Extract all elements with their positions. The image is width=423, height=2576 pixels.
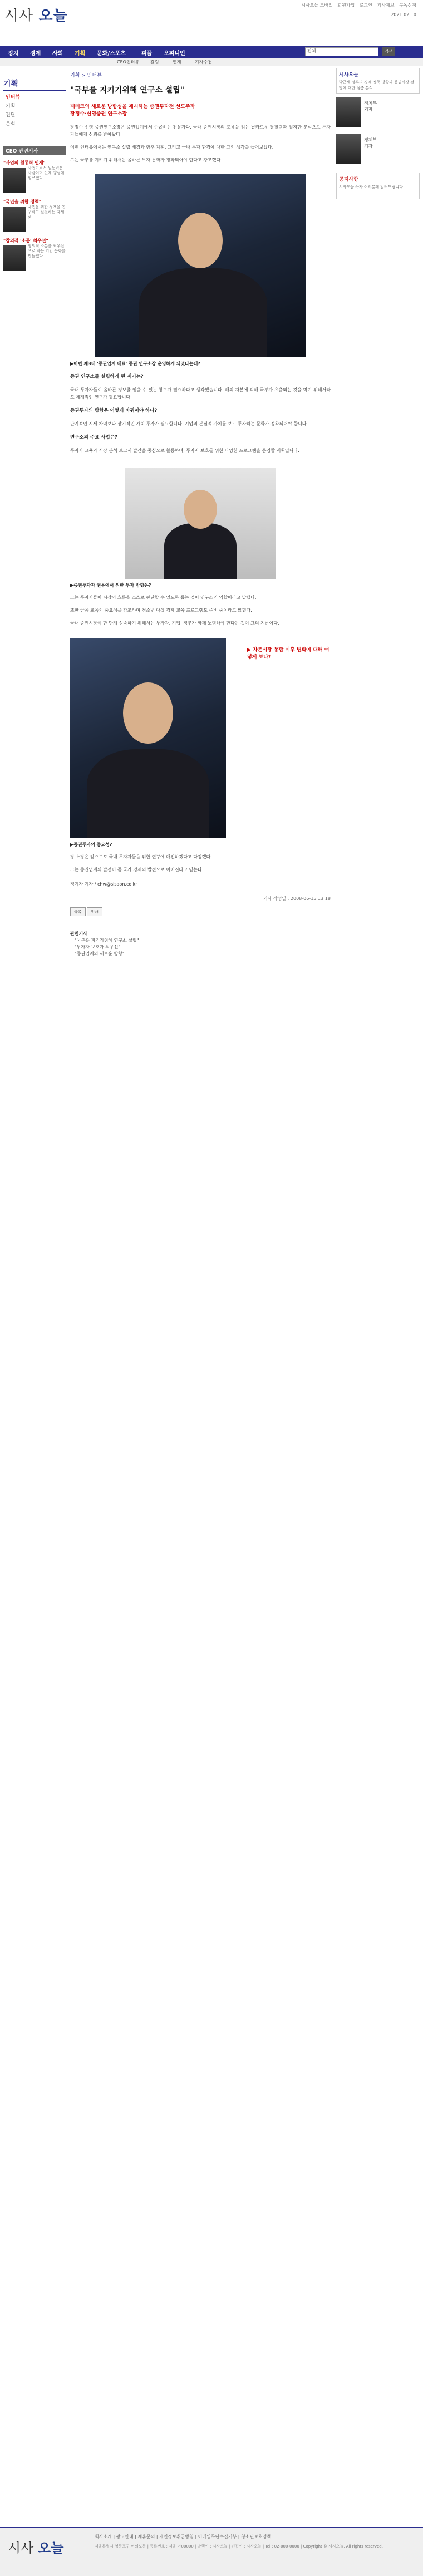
ceo-box-header: CEO 관련기사 [3,146,66,155]
list-button[interactable]: 목록 [70,907,86,916]
interview-question: 증권투자의 방향은 어떻게 바뀌어야 하나? [70,408,158,414]
lead-line: 제테크의 새로운 방향성을 제시하는 증권투자전 선도주자 [70,104,195,110]
interview-question: 연구소의 주요 사업은? [70,435,117,440]
article-paragraph: 이번 인터뷰에서는 연구소 설립 배경과 향후 계획, 그리고 국내 투자 환경에 대한 그의 생각을 들어보았다. [70,145,274,150]
footer-info: 서울특별시 영등포구 여의도동 | 등록번호 : 서울 아00000 | 발행인 : 시사오늘 | 편집인 : 시사오늘 | Tel : 02-000-0000 | Copyright © 시사오늘. All rights reserved. [95,2544,383,2549]
article-lead [70,104,331,118]
right-profiles [336,97,420,167]
notice-text: 시사오늘 독자 여러분께 알려드립니다 [339,185,403,189]
nav-item-feature[interactable]: 기획 [75,51,86,57]
article [70,68,331,957]
ceo-item-caption: "사업의 원동력 인재" [3,160,46,165]
ceo-related-box [3,146,66,272]
sidebar-title: 기획 [3,78,66,91]
footer [0,2527,423,2576]
profile-name: 정치부 [364,101,377,106]
interview-photo-third [70,638,226,838]
related-title: 관련기사 [70,931,87,936]
interview-answer: 투자자 교육과 시장 분석 보고서 발간을 중심으로 활동하며, 투자자 보호를 위한 다양한 프로그램을 운영할 계획입니다. [70,448,299,453]
byline: 정기자 기자 / chw@sisaon.co.kr [70,882,137,887]
related-link[interactable]: "투자자 보호가 최우선" [75,945,120,950]
profile-photo [336,134,361,164]
logo-sisa: 시사 [4,8,34,24]
header [0,0,423,24]
article-paragraph: 그는 국부를 지키기 위해서는 올바른 투자 문화가 정착되어야 한다고 강조했다. [70,158,222,163]
ceo-item[interactable] [3,199,66,233]
article-buttons [70,907,331,916]
nav-item-society[interactable]: 사회 [52,51,63,57]
profile-photo [336,97,361,127]
related-articles [70,931,331,957]
lead-line: 장정수·신영증권 연구소장 [70,111,127,117]
photo-caption: ▶증권투자의 중요성? [70,842,112,847]
ceo-item[interactable] [3,238,66,272]
logo-oneul: 오늘 [38,8,68,24]
footer-logo[interactable] [8,2537,63,2557]
interview-photo-second [125,468,276,579]
left-sidebar [3,78,66,127]
subnav-item-ceo[interactable]: CEO인터뷰 [117,60,140,65]
nav-item-economy[interactable]: 경제 [30,51,41,57]
search-scope[interactable]: 전체 [307,48,316,53]
right-sidebar [336,65,420,199]
article-paragraph: 장정수 신영 증권연구소장은 증권업계에서 손꼽히는 전문가다. 국내 증권시장의 흐름을 읽는 날카로운 통찰력과 철저한 분석으로 투자자들에게 신뢰를 받아왔다. [70,125,331,137]
breadcrumb[interactable]: 기획 > 인터뷰 [70,73,102,78]
top-link-mobile[interactable]: 시사오늘 모바일 [301,3,333,8]
header-date: 2021.02.10 [391,12,416,17]
side-quote-box [247,641,331,661]
print-button[interactable]: 인쇄 [87,907,102,916]
interview-answer: 단기적인 시세 차익보다 장기적인 가치 투자가 필요합니다. 기업의 본질적 가치를 보고 투자하는 문화가 정착되어야 합니다. [70,421,308,426]
sidebar-menu [3,91,66,127]
interview-answer: 국내 투자자들이 올바른 정보를 얻을 수 있는 창구가 필요하다고 생각했습니다. 해외 자본에 의해 국부가 유출되는 것을 막기 위해서라도 체계적인 연구가 필요합니다. [70,387,331,400]
article-paragraph: 그는 투자자들이 시장의 흐름을 스스로 판단할 수 있도록 돕는 것이 연구소의 역할이라고 말했다. [70,595,257,600]
footer-links[interactable]: 회사소개 | 광고안내 | 제휴문의 | 개인정보취급방침 | 이메일무단수집거부 | 청소년보호정책 [95,2534,272,2539]
notice-box[interactable] [336,173,420,199]
subnav-item-notebook[interactable]: 기자수첩 [195,60,212,65]
nav-item-people[interactable]: 피플 [141,51,153,57]
interview-question: 증권 연구소를 설립하게 된 계기는? [70,374,144,380]
site-logo[interactable] [4,4,68,25]
photo-caption: ▶증권투자자 권유에서 위한 투자 방향은? [70,583,151,588]
sidebar-item-interview[interactable]: 인터뷰 [6,95,21,100]
search-input[interactable] [305,47,378,56]
top-link-join[interactable]: 회원가입 [337,3,355,8]
profile-role: 기자 [364,107,373,112]
article-paragraph: 또한 금융 교육의 중요성을 강조하며 청소년 대상 경제 교육 프로그램도 준비 중이라고 밝혔다. [70,608,252,613]
ceo-item-caption: "창의적 '소통' 최우선" [3,238,48,243]
ceo-item-text: 창의적 소통을 최우선으로 하는 기업 문화를 만들겠다 [28,244,66,258]
related-link[interactable]: "국부를 지키기위해 연구소 설립" [75,938,139,943]
top-link-subscribe[interactable]: 구독신청 [399,3,416,8]
sidebar-item-diagnosis[interactable]: 진단 [6,112,16,118]
ceo-item-photo [3,245,26,271]
sidebar-item-analysis[interactable]: 분석 [6,121,16,127]
footer-logo-oneul: 오늘 [38,2540,64,2556]
nav-item-opinion[interactable]: 오피니언 [164,51,185,57]
ceo-item-photo [3,207,26,232]
article-paragraph: 그는 증권업계의 발전이 곧 국가 경제의 발전으로 이어진다고 믿는다. [70,867,204,872]
profile-card[interactable] [336,97,420,130]
profile-card[interactable] [336,134,420,167]
top-link-login[interactable]: 로그인 [359,3,373,8]
article-paragraph: 장 소장은 앞으로도 국내 투자자들을 위한 연구에 매진하겠다고 다짐했다. [70,854,212,859]
footer-logo-sisa: 시사 [8,2540,34,2556]
ceo-item[interactable] [3,160,66,194]
related-link[interactable]: "증권업계의 새로운 방향" [75,951,125,956]
profile-role: 기자 [364,144,373,149]
right-box-title: 시사오늘 [339,72,358,78]
ceo-item-caption: "국민을 위한 정책" [3,199,42,204]
photo-caption: ▶이번 제3대 '증권업계 대표' 증권 연구소장 운영하게 되었다는데? [70,361,200,366]
right-box-text: 박근혜 정부의 경제 정책 방향과 증권시장 전망에 대한 심층 분석 [339,80,415,90]
interview-photo-main [95,174,306,357]
side-quote: ▶ 자본시장 통합 이후 변화에 대해 어떻게 보나? [247,647,329,660]
search-button[interactable]: 검색 [382,47,395,56]
right-box-feature[interactable] [336,68,420,94]
sidebar-item-feature[interactable]: 기획 [6,104,16,109]
nav-item-politics[interactable]: 정치 [8,51,19,57]
ceo-item-text: 사업가로서 원동력은 사람이며 인재 양성에 힘쓰겠다 [28,166,65,180]
notice-title: 공지사항 [339,177,358,183]
article-meta: 기사 작성일 : 2008-06-15 13:18 [70,893,331,902]
nav-item-culture[interactable]: 문화/스포츠 [97,51,126,57]
photo-with-side-quote [70,638,331,838]
article-paragraph: 국내 증권시장이 한 단계 성숙하기 위해서는 투자자, 기업, 정부가 함께 노력해야 한다는 것이 그의 지론이다. [70,621,279,626]
profile-name: 경제부 [364,137,377,142]
subnav-item-series[interactable]: 연재 [173,60,181,65]
ceo-item-photo [3,168,26,193]
top-links [298,2,416,8]
main-nav [0,46,423,58]
article-headline: "국부를 지키기위해 연구소 설립" [70,84,331,99]
subnav-item-column[interactable]: 칼럼 [150,60,159,65]
ceo-item-text: 국민을 위한 정책을 연구하고 실천하는 자세로 [28,205,66,219]
top-link-report[interactable]: 기사제보 [377,3,395,8]
